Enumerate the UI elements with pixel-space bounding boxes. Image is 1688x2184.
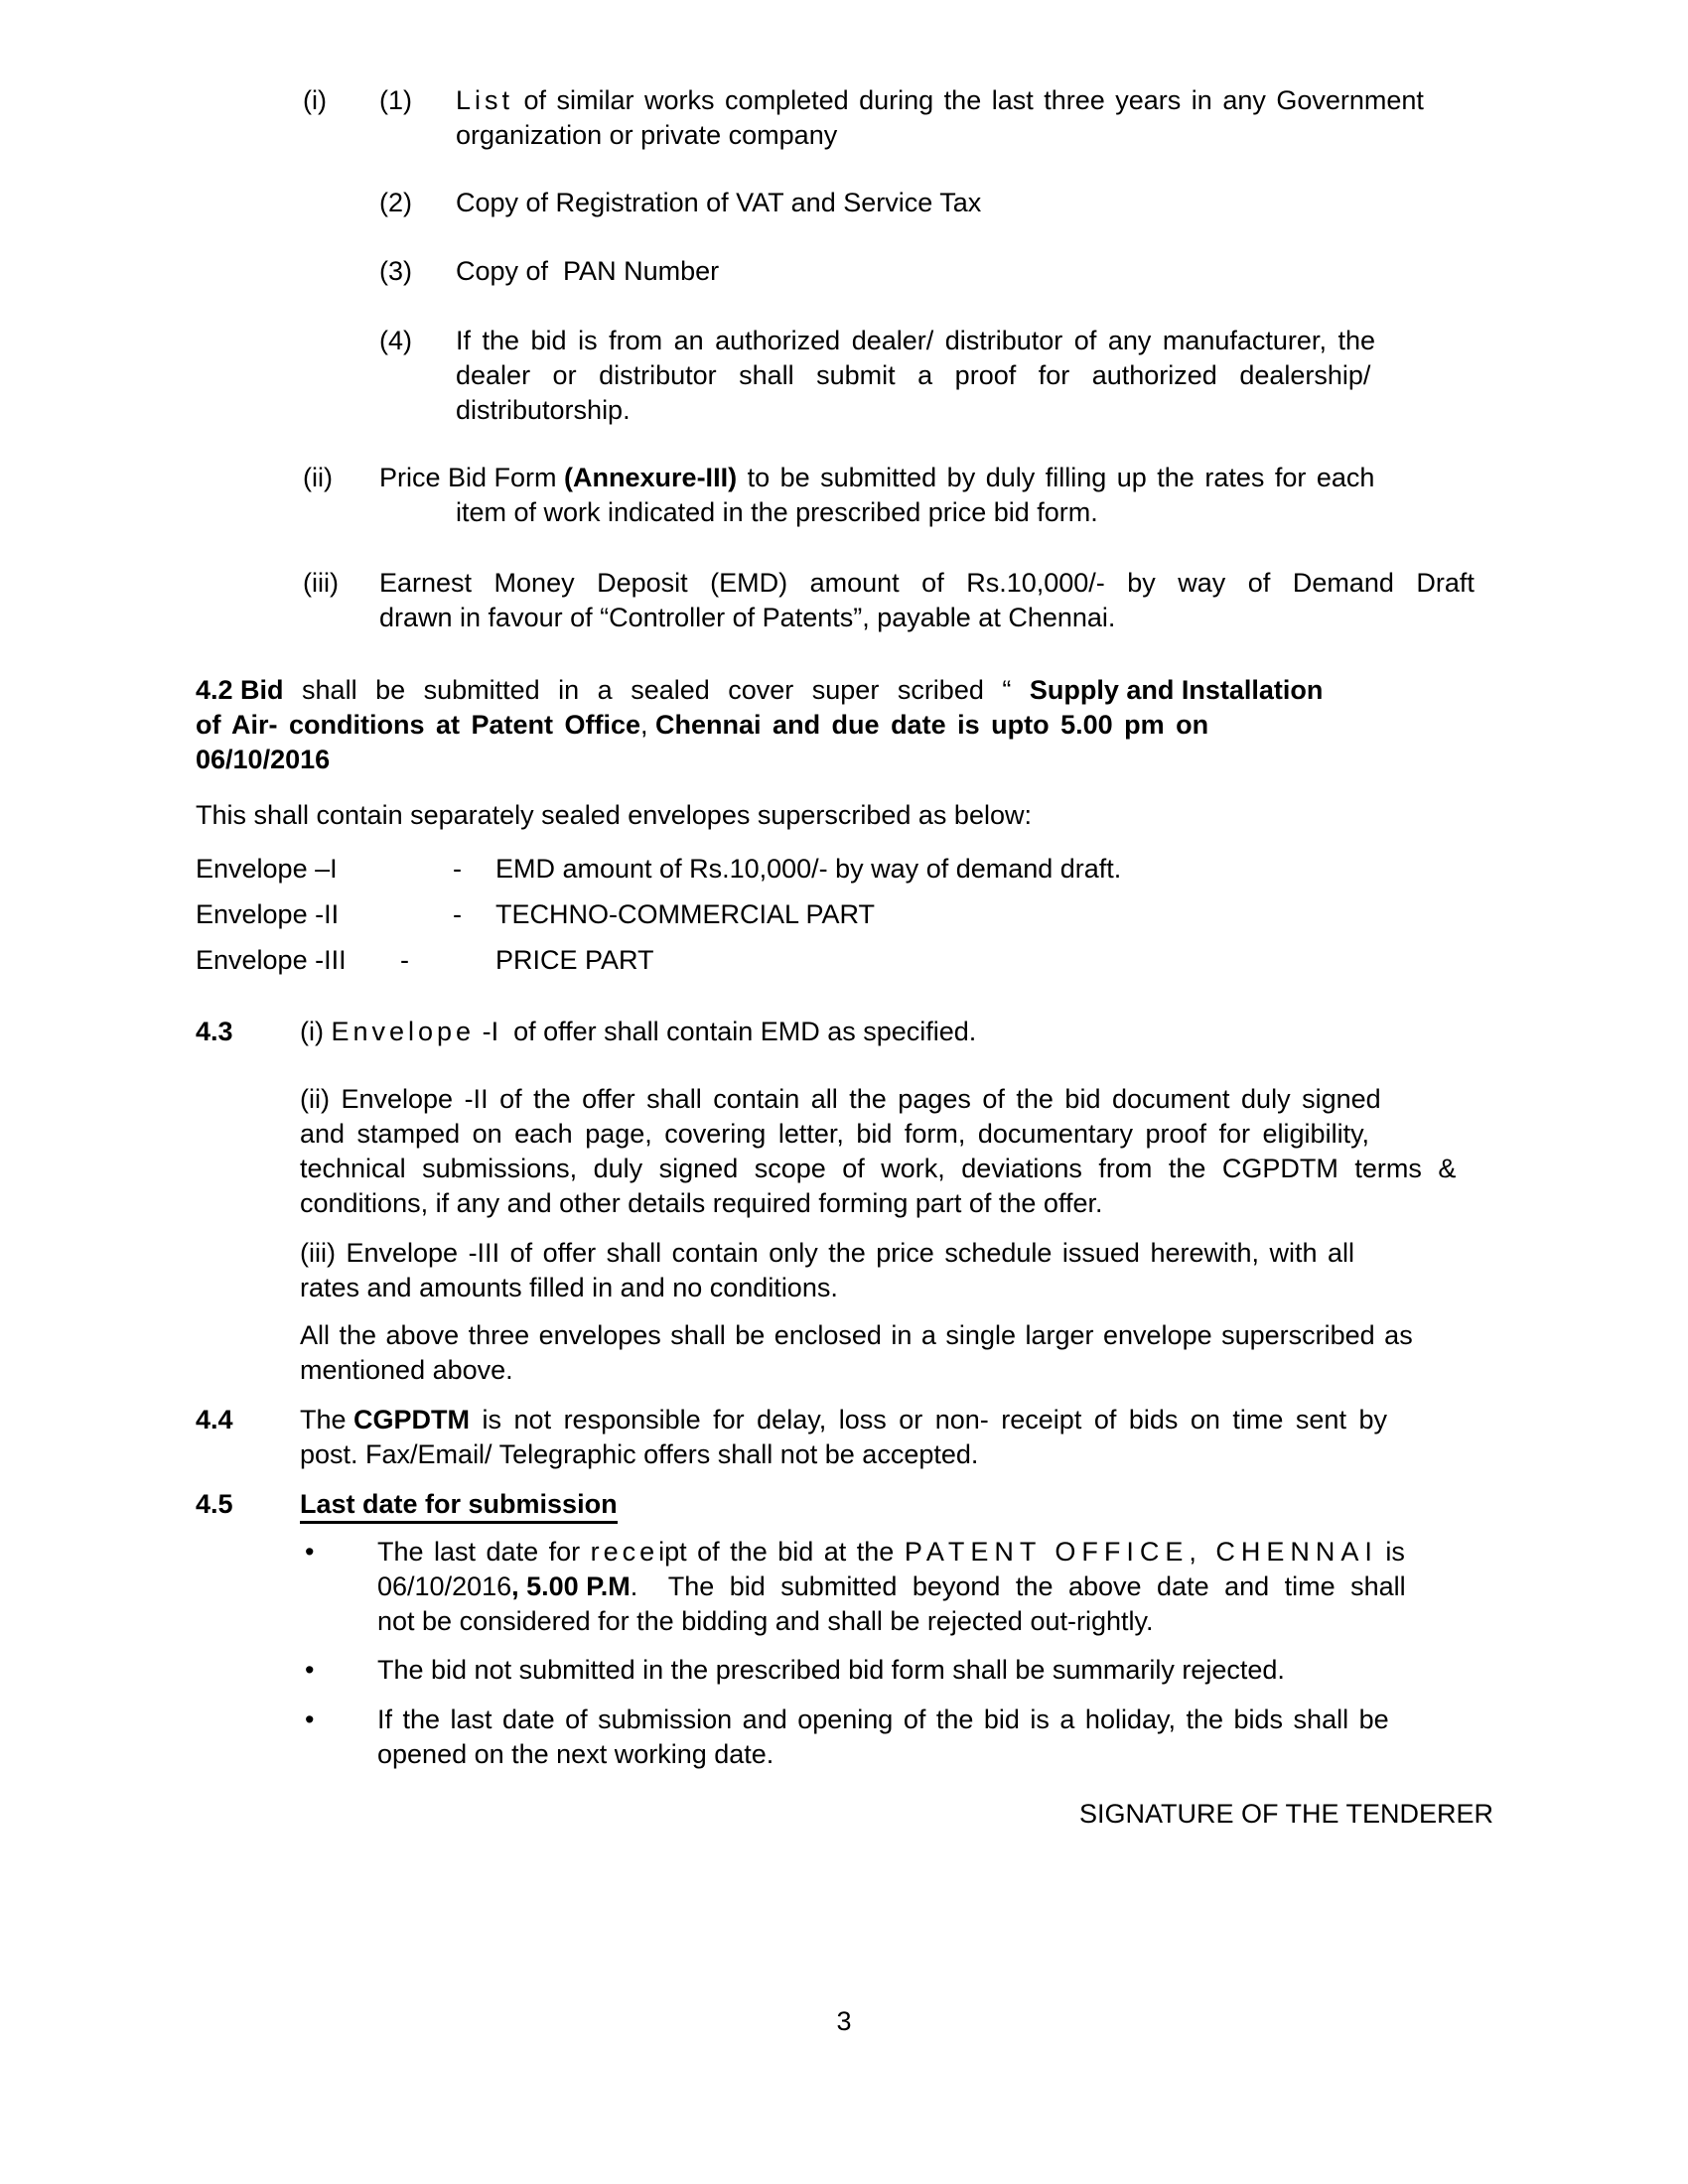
list-item-iii: [196, 566, 1509, 635]
section-4-5-heading: [196, 1487, 1509, 1522]
envelope-intro: [196, 798, 1509, 833]
envelope-label: Envelope -III: [196, 945, 347, 975]
section-4-2-paragraph: [196, 673, 1509, 777]
list-item-i-1: [196, 83, 1509, 153]
section-paragraph: The CGPDTM is not responsible for delay, loss or non- receipt of bids on time sent by post. Fax/Email/ Telegraphic offers shall not be accepted.: [300, 1405, 1387, 1469]
envelope-label: Envelope -II: [196, 899, 340, 929]
list-marker-number-2: (2): [379, 188, 412, 217]
section-4-3-part-iii: [196, 1236, 1509, 1305]
list-marker-number-3: (3): [379, 256, 412, 286]
list-item-3: [196, 254, 1509, 289]
envelope-label: Envelope –I: [196, 854, 338, 884]
section-paragraph: (i) Envelope -I of offer shall contain EMD as specified.: [300, 1017, 977, 1046]
bullet-text: The bid not submitted in the prescribed bid form shall be summarily rejected.: [377, 1655, 1285, 1685]
bullet-text: If the last date of submission and opening of the bid is a holiday, the bids shall be opened on the next working date.: [377, 1705, 1389, 1769]
list-item-text: Copy of Registration of VAT and Service Tax: [456, 188, 982, 217]
list-item-2: [196, 186, 1509, 220]
envelope-row-2: [196, 897, 1509, 932]
list-marker-number-4: (4): [379, 326, 412, 355]
list-item-4: [196, 324, 1509, 428]
envelope-value: EMD amount of Rs.10,000/- by way of demand draft.: [495, 854, 1122, 884]
bullet-item-1: [196, 1535, 1509, 1639]
envelope-list: [196, 852, 1509, 978]
bullet-item-3: [196, 1703, 1509, 1772]
section-4-3-part-ii: [196, 1082, 1509, 1221]
section-4-2-text: 4.2 Bid shall be submitted in a sealed cover super scribed “ Supply and Installation of Air- conditions at Patent Office, Chennai and due date is upto 5.00 pm on 06/10/2016: [196, 675, 1324, 774]
list-marker-number-1: (1): [379, 85, 412, 115]
section-4-3-part-i: [196, 1015, 1509, 1049]
list-marker-roman-iii: (iii): [303, 568, 339, 598]
bullet-item-2: [196, 1653, 1509, 1688]
list-marker-roman-i: (i): [303, 85, 327, 115]
section-paragraph: All the above three envelopes shall be enclosed in a single larger envelope superscribed as mentioned above.: [300, 1320, 1413, 1385]
bullet-marker: •: [305, 1655, 315, 1685]
envelope-dash: -: [453, 899, 462, 929]
list-item-text: Price Bid Form (Annexure-III) to be submitted by duly filling up the rates for each item of work indicated in the prescribed price bid form.: [379, 463, 1375, 527]
list-item-text: List of similar works completed during the last three years in any Government organization or private company: [456, 85, 1424, 150]
list-item-ii: [196, 461, 1509, 530]
list-item-text: Copy of PAN Number: [456, 256, 720, 286]
section-4-4: [196, 1403, 1509, 1472]
section-heading-text: Last date for submission: [300, 1487, 1509, 1522]
envelope-row-3: [196, 943, 1509, 978]
envelope-dash: -: [453, 854, 462, 884]
section-paragraph: (iii) Envelope -III of offer shall contain only the price schedule issued herewith, with all rates and amounts filled in and no conditions.: [300, 1238, 1355, 1302]
bullet-marker: •: [305, 1537, 315, 1567]
envelope-dash: -: [400, 945, 409, 975]
bullet-text: The last date for receipt of the bid at the PATENT OFFICE, CHENNAI is 06/10/2016, 5.00 P.M. The bid submitted beyond the above date and time shall not be considered for the bidding and shall be rejected out-rightly.: [377, 1537, 1406, 1636]
section-number-4-5: 4.5: [196, 1489, 233, 1519]
signature-line: SIGNATURE OF THE TENDERER: [1078, 1799, 1493, 1829]
envelope-value: TECHNO-COMMERCIAL PART: [495, 899, 876, 929]
list-item-text: If the bid is from an authorized dealer/ distributor of any manufacturer, the dealer or distributor shall submit a proof for authorized dealership/ distributorship.: [456, 326, 1375, 425]
bullet-marker: •: [305, 1705, 315, 1734]
list-marker-roman-ii: (ii): [303, 463, 333, 492]
page-number: 3: [836, 2006, 852, 2036]
section-number-4-4: 4.4: [196, 1405, 233, 1434]
envelope-value: PRICE PART: [495, 945, 654, 975]
section-paragraph: (ii) Envelope -II of the offer shall contain all the pages of the bid document duly signed and stamped on each page, covering letter, bid form, documentary proof for eligibility, technical submissions, duly signed scope of work, deviations from the CGPDTM terms & conditions, if any and other details required forming part of the offer.: [300, 1084, 1457, 1218]
section-4-3-note: [196, 1318, 1509, 1388]
list-item-text: Earnest Money Deposit (EMD) amount of Rs.10,000/- by way of Demand Draft drawn in favour of “Controller of Patents”, payable at Chennai.: [379, 568, 1475, 632]
envelope-intro-text: This shall contain separately sealed envelopes superscribed as below:: [196, 800, 1032, 830]
envelope-row-1: [196, 852, 1509, 887]
section-number-4-3: 4.3: [196, 1017, 233, 1046]
